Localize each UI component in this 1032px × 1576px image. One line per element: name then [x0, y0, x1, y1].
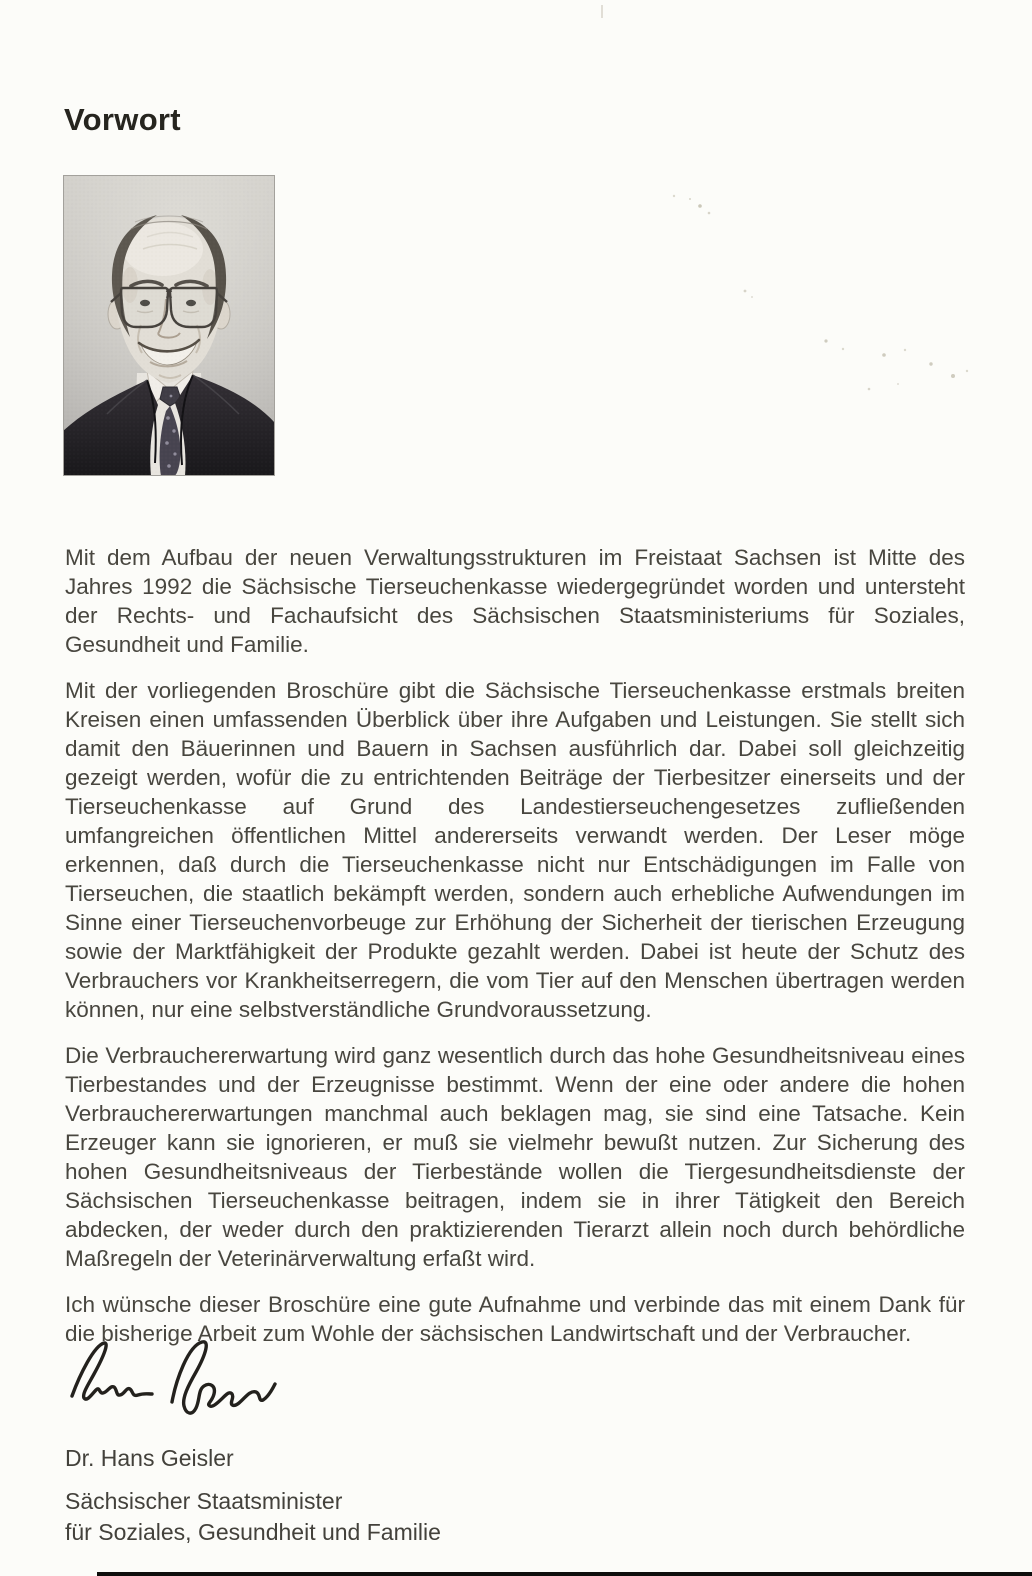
paragraph-4: Ich wünsche dieser Broschüre eine gute Aufnahme und verbinde das mit einem Dank für die bisherige Arbeit zum Wohle der sächsischen Landwirtschaft und der Verbraucher.	[65, 1292, 965, 1346]
signer-role-line1: Sächsischer Staatsminister	[65, 1488, 343, 1514]
paragraph-2: Mit der vorliegenden Broschüre gibt die Sächsische Tierseuchenkasse erstmals breiten Kreisen einen umfassenden Überblick über ihre Aufgaben und Leistungen. Sie stellt sich damit den Bäuerinnen und Bauern in Sachsen ausführlich dar. Dabei soll gleichzeitig gezeigt werden, wofür die zu entrichtenden Beiträge der Tierbesitzer einerseits und der Tierseuchenkasse auf Grund des Landestierseuchengesetzes zufließenden umfangreichen öffentlichen Mittel andererseits verwandt werden. Der Leser möge erkennen, daß durch die Tierseuchenkasse nicht nur Entschädigungen im Falle von Tierseuchen, die staatlich bekämpft werden, sondern auch erhebliche Aufwendungen im Sinne einer Tierseuchenvorbeuge zur Erhöhung der Sicherheit der tierischen Erzeugung sowie der Marktfähigkeit der Produkte gezahlt werden. Dabei ist heute der Schutz des Verbrauchers vor Krankheitserregern, die vom Tier auf den Menschen übertragen werden können, nur eine selbstverständliche Grundvoraussetzung.	[65, 678, 965, 1022]
signature-ink-graphic	[64, 1334, 279, 1424]
signer-role-line2: für Soziales, Gesundheit und Familie	[65, 1519, 441, 1545]
signer-name: Dr. Hans Geisler	[65, 1445, 234, 1471]
body-text	[65, 543, 965, 1348]
page-title: Vorwort	[64, 102, 181, 137]
handwritten-signature	[64, 1334, 279, 1424]
portrait-photo	[63, 175, 275, 476]
portrait-photo-graphic	[63, 175, 275, 476]
scan-edge-artifact	[97, 1572, 1032, 1576]
paragraph-3: Die Verbrauchererwartung wird ganz wesentlich durch das hohe Gesundheitsniveau eines Tierbestandes und der Erzeugnisse bestimmt. Wenn der eine oder andere die hohen Verbrauchererwartungen manchmal auch beklagen mag, sie sind eine Tatsache. Kein Erzeuger kann sie ignorieren, er muß sie vielmehr bewußt nutzen. Zur Sicherung des hohen Gesundheitsniveaus der Tierbestände wollen die Tiergesundheitsdienste der Sächsischen Tierseuchenkasse beitragen, indem sie in ihrer Tätigkeit den Bereich abdecken, der weder durch den praktizierenden Tierarzt allein noch durch behördliche Maßregeln der Veterinärverwaltung erfaßt wird.	[65, 1043, 965, 1271]
paragraph-1: Mit dem Aufbau der neuen Verwaltungsstrukturen im Freistaat Sachsen ist Mitte des Jahres 1992 die Sächsische Tierseuchenkasse wiedergegründet worden und untersteht der Rechts- und Fachaufsicht des Sächsischen Staatsministeriums für Soziales, Gesundheit und Familie.	[65, 545, 965, 657]
signer-role	[65, 1486, 441, 1548]
